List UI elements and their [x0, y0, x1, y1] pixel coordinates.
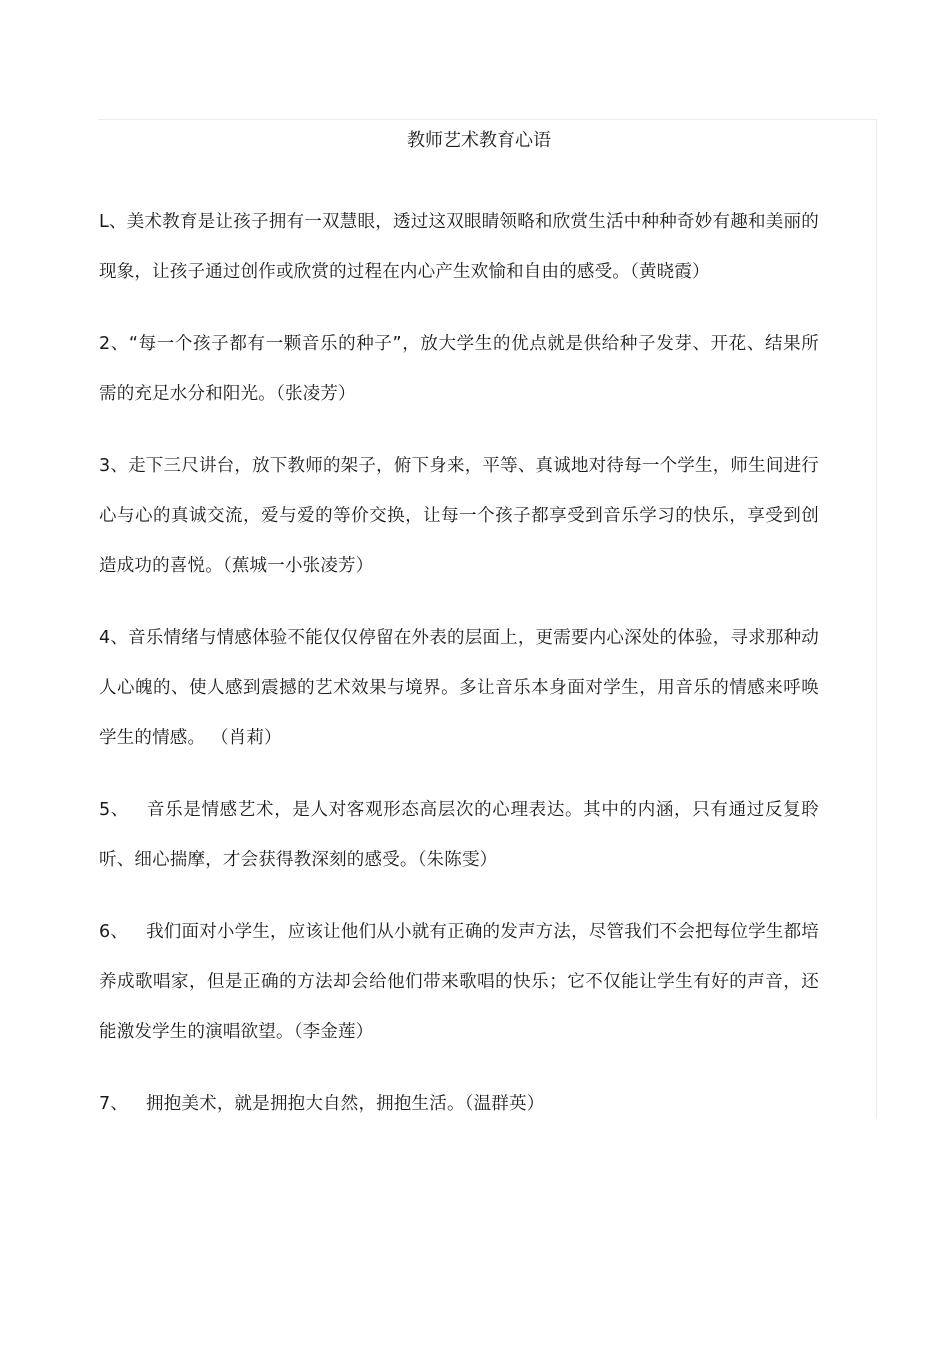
paragraph-2 [99, 319, 819, 419]
paragraph-1 [99, 197, 819, 297]
document-body [99, 125, 819, 1151]
item-text: 音乐是情感艺术，是人对客观形态高层次的心理表达。其中的内涵，只有通过反复聆听、细心揣摩，才会获得教深刻的感受。（朱陈雯） [99, 800, 819, 870]
paragraph-7 [99, 1079, 819, 1129]
item-number: 6、 [99, 922, 129, 942]
item-number: 4、 [99, 628, 129, 648]
item-number: 5、 [99, 800, 129, 820]
item-number: 3、 [99, 456, 129, 476]
item-text: 音乐情绪与情感体验不能仅仅停留在外表的层面上，更需要内心深处的体验，寻求那种动人心魄的、使人感到震撼的艺术效果与境界。多让音乐本身面对学生，用音乐的情感来呼唤学生的情感。 （肖莉） [99, 628, 819, 748]
item-number: L、 [99, 212, 127, 232]
item-number: 7、 [99, 1094, 129, 1114]
item-text: 走下三尺讲台，放下教师的架子，俯下身来，平等、真诚地对待每一个学生，师生间进行心与心的真诚交流，爱与爱的等价交换，让每一个孩子都享受到音乐学习的快乐，享受到创造成功的喜悦。（蕉城一小张凌芳） [99, 456, 819, 576]
document-title: 教师艺术教育心语 [407, 130, 551, 151]
item-text: “每一个孩子都有一颗音乐的种子”，放大学生的优点就是供给种子发芽、开花、结果所需的充足水分和阳光。（张凌芳） [99, 334, 819, 404]
item-text: 我们面对小学生，应该让他们从小就有正确的发声方法，尽管我们不会把每位学生都培养成歌唱家，但是正确的方法却会给他们带来歌唱的快乐；它不仅能让学生有好的声音，还能激发学生的演唱欲望。（李金莲） [99, 922, 819, 1042]
item-number: 2、 [99, 334, 129, 354]
paragraph-4 [99, 613, 819, 763]
paragraph-3 [99, 441, 819, 591]
paragraph-5 [99, 785, 819, 885]
paragraph-6 [99, 907, 819, 1057]
item-text: 美术教育是让孩子拥有一双慧眼，透过这双眼睛领略和欣赏生活中种种奇妙有趣和美丽的现象，让孩子通过创作或欣赏的过程在内心产生欢愉和自由的感受。（黄晓霞） [99, 212, 820, 282]
item-text: 拥抱美术，就是拥抱大自然，拥抱生活。（温群英） [146, 1094, 545, 1114]
